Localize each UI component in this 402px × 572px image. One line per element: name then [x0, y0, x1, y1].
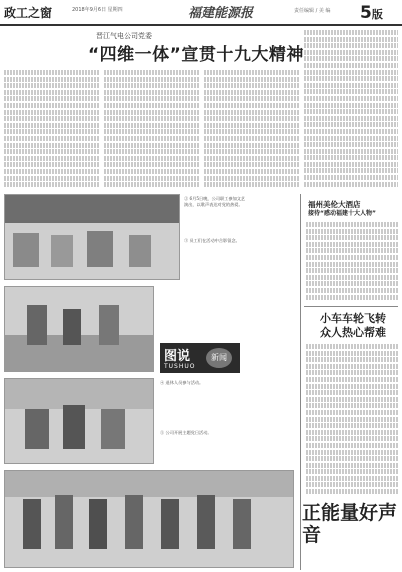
hotel-subheadline: 接待“感动福建十大人物”	[308, 210, 376, 217]
car-headline-2: 众人热心帮难	[320, 326, 386, 339]
page-number-suffix: 版	[371, 8, 383, 21]
photo-caption-3: ④ 退休人员参与活动。	[160, 380, 204, 385]
section-name: 政工之窗	[4, 6, 53, 20]
editor-credit: 责任编辑 / 美 编	[294, 8, 331, 14]
photo-caption-1: ② 6月5日晚，公司职工参加文艺演出，以歌声表达对党的热爱。	[184, 196, 246, 207]
article-column-1	[4, 70, 100, 190]
car-article-body	[306, 344, 398, 496]
article-kicker: 晋江气电公司党委	[96, 32, 152, 40]
photo-retired-staff	[4, 286, 154, 372]
article-column-2	[104, 70, 200, 190]
tushuo-logo	[160, 343, 240, 373]
photo-group	[4, 378, 154, 464]
photo-caption-2: ③ 员工们在活动中合影留念。	[184, 238, 240, 243]
tushuo-cn: 图说	[164, 349, 191, 364]
article-column-3	[204, 70, 300, 190]
tushuo-news: 新闻	[206, 348, 232, 368]
page-header	[0, 0, 402, 26]
masthead: 福建能源报	[188, 6, 254, 21]
hotel-headline: 福州美伦大酒店	[308, 200, 361, 209]
issue-date: 2018年9月6日 星期四	[72, 7, 123, 13]
section-rule	[304, 306, 398, 307]
car-headline-1: 小车车轮飞转	[320, 312, 386, 325]
article-column-4	[304, 30, 398, 190]
hotel-article-body	[306, 222, 398, 302]
photo-volunteers	[4, 470, 294, 568]
column-rule	[300, 194, 301, 570]
bottom-column-title: 正能量好声音	[302, 502, 398, 546]
main-headline: “四维一体”宣贯十九大精神	[88, 45, 304, 65]
photo-stage-performance	[4, 194, 180, 280]
page-number-digit: 5	[360, 3, 372, 23]
page-number	[360, 3, 383, 23]
photo-caption-4: ⑤ 公司开展主题党日活动。	[160, 430, 212, 435]
tushuo-en: TUSHUO	[164, 363, 196, 370]
